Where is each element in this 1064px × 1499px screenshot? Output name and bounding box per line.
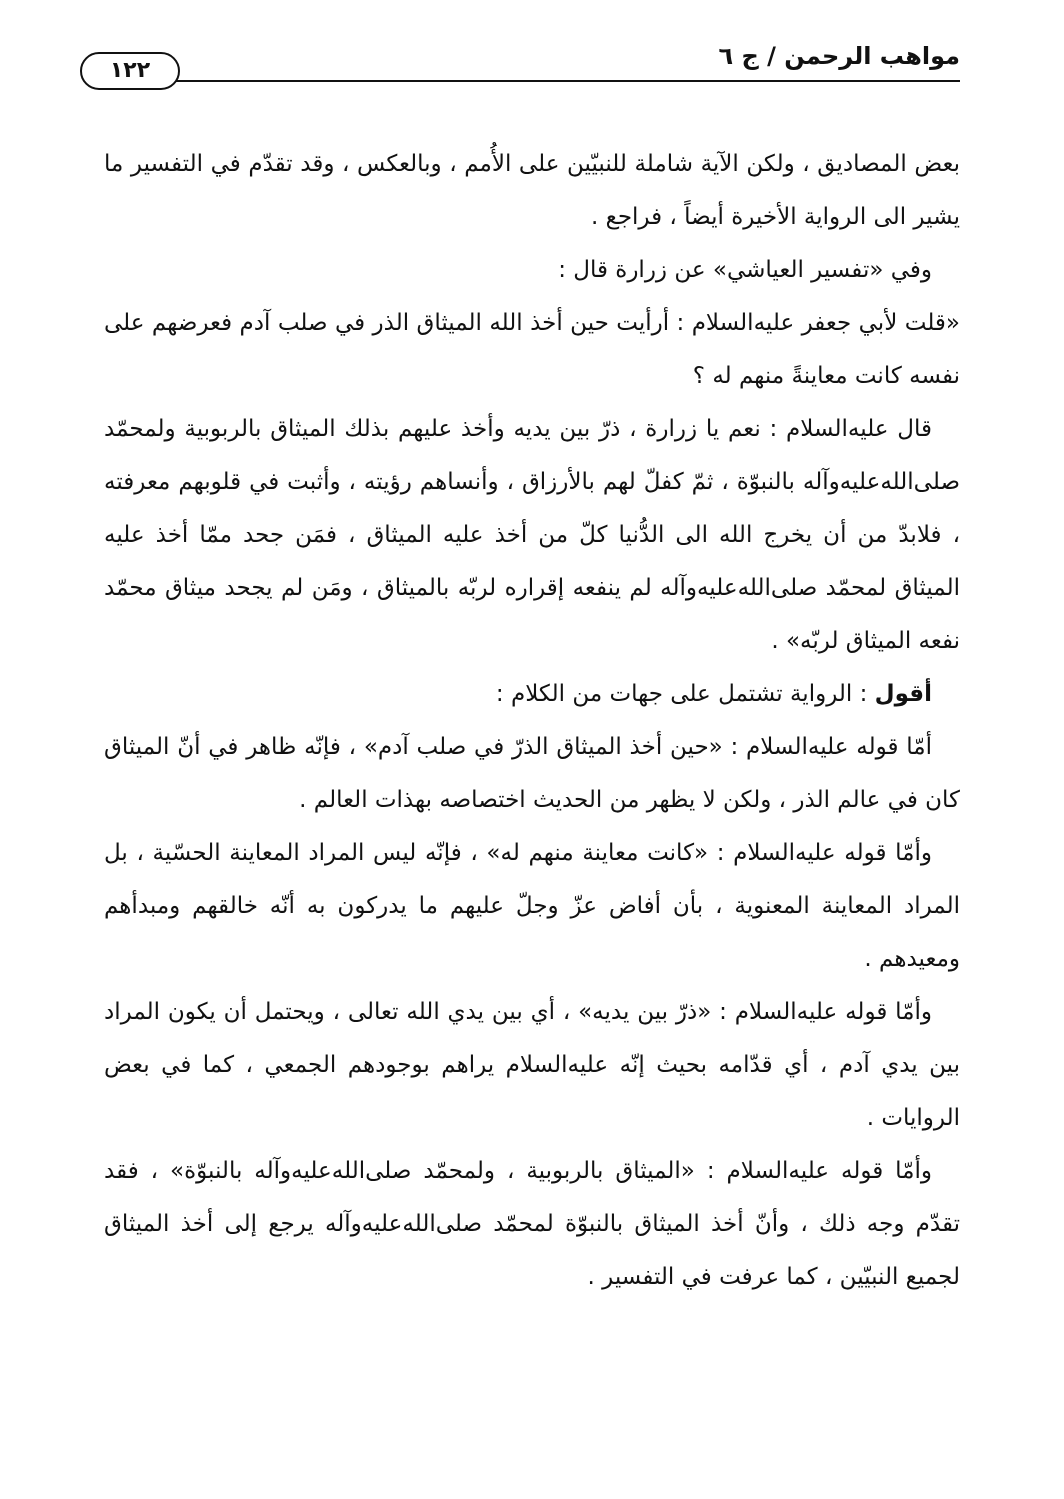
paragraph-9: وأمّا قوله عليه‌السلام : «الميثاق بالربوبية ، ولمحمّد صلى‌الله‌عليه‌وآله بالنبوّة» ، فقد تقدّم وجه ذلك ، وأنّ أخذ الميثاق بالنبوّة لمحمّد صلى‌الله‌عليه‌وآله يرجع إلى أخذ الميثاق لجميع النبيّين ، كما عرفت في التفسير . bbox=[104, 1158, 960, 1290]
book-title: مواهب الرحمن / ج ٦ bbox=[718, 42, 960, 70]
header-rule bbox=[170, 80, 960, 82]
paragraph-1: بعض المصاديق ، ولكن الآية شاملة للنبيّين على الأُمم ، وبالعكس ، وقد تقدّم في التفسير ما يشير الى الرواية الأخيرة أيضاً ، فراجع . bbox=[104, 151, 960, 230]
paragraph-5-text: : الرواية تشتمل على جهات من الكلام : bbox=[495, 681, 875, 707]
page-body bbox=[104, 138, 960, 1304]
paragraph-8: وأمّا قوله عليه‌السلام : «ذرّ بين يديه» ، أي بين يدي الله تعالى ، ويحتمل أن يكون المراد بين يدي آدم ، أي قدّامه بحيث إنّه عليه‌السلام يراهم بوجودهم الجمعي ، كما في بعض الروايات . bbox=[104, 999, 960, 1131]
paragraph-7: وأمّا قوله عليه‌السلام : «كانت معاينة منهم له» ، فإنّه ليس المراد المعاينة الحسّية ، بل المراد المعاينة المعنوية ، بأن أفاض عزّ وجلّ عليهم ما يدركون به أنّه خالقهم ومبدأهم ومعيدهم . bbox=[104, 840, 960, 972]
aqul-label: أقول bbox=[874, 681, 932, 707]
page-header bbox=[80, 40, 960, 90]
paragraph-3: «قلت لأبي جعفر عليه‌السلام : أرأيت حين أخذ الله الميثاق الذر في صلب آدم فعرضهم على نفسه كانت معاينةً منهم له ؟ bbox=[104, 310, 960, 389]
paragraph-5 bbox=[104, 668, 960, 721]
page-number: ١٢٢ bbox=[80, 52, 180, 90]
paragraph-6: أمّا قوله عليه‌السلام : «حين أخذ الميثاق الذرّ في صلب آدم» ، فإنّه ظاهر في أنّ الميثاق كان في عالم الذر ، ولكن لا يظهر من الحديث اختصاصه بهذات العالم . bbox=[104, 734, 960, 813]
paragraph-4: قال عليه‌السلام : نعم يا زرارة ، ذرّ بين يديه وأخذ عليهم بذلك الميثاق بالربوبية ولمحمّد صلى‌الله‌عليه‌وآله بالنبوّة ، ثمّ كفلّ لهم بالأرزاق ، وأنساهم رؤيته ، وأثبت في قلوبهم معرفته ، فلابدّ من أن يخرج الله الى الدُّنيا كلّ من أخذ عليه الميثاق ، فمَن جحد ممّا أخذ عليه الميثاق لمحمّد صلى‌الله‌عليه‌وآله لم ينفعه إقراره لربّه بالميثاق ، ومَن لم يجحد ميثاق محمّد نفعه الميثاق لربّه» . bbox=[104, 416, 960, 654]
paragraph-2: وفي «تفسير العياشي» عن زرارة قال : bbox=[558, 257, 932, 283]
